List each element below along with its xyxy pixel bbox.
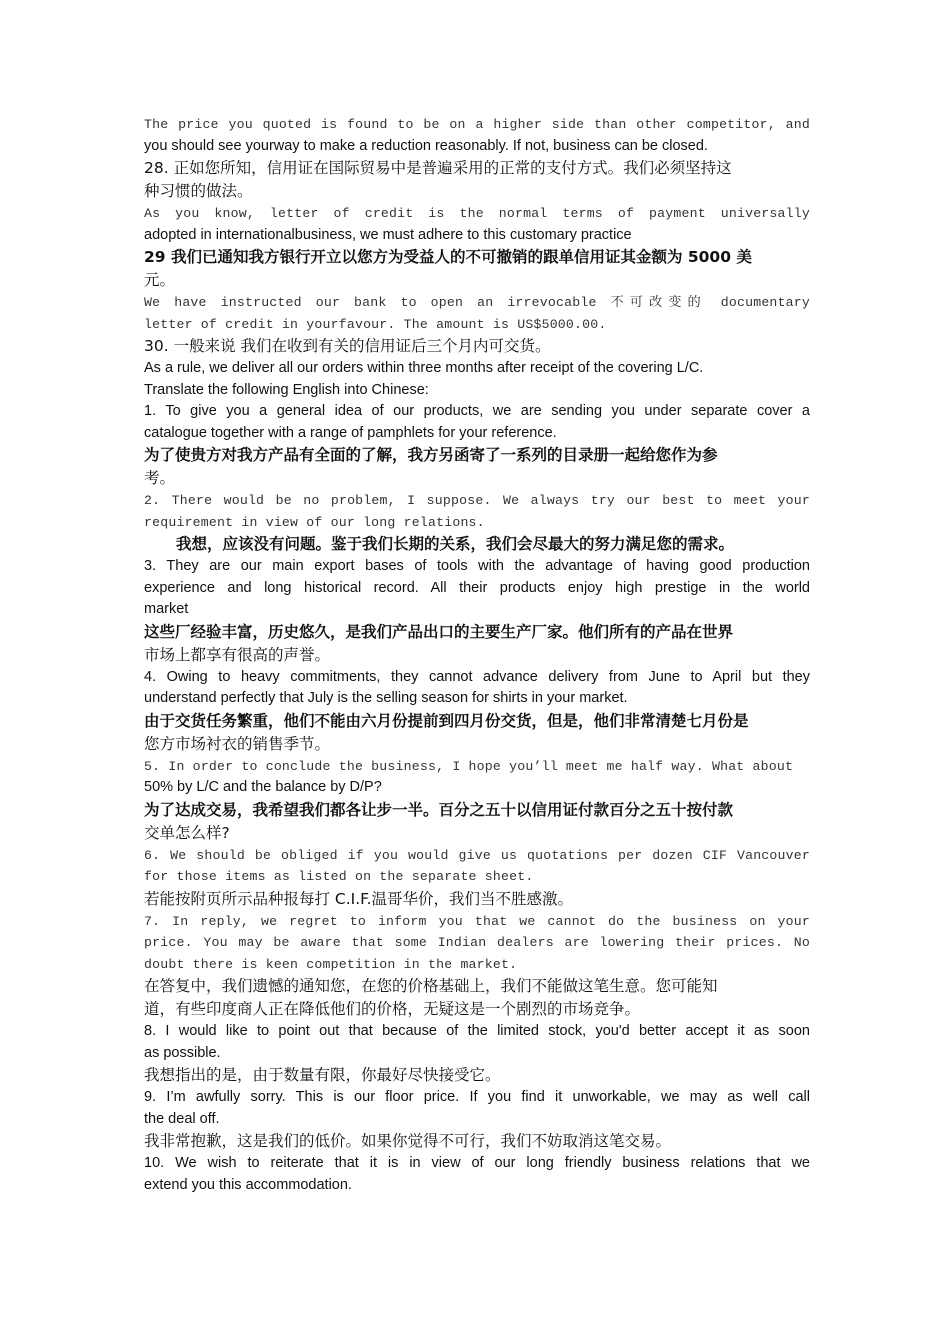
text-line: 这些厂经验丰富，历史悠久，是我们产品出口的主要生产厂家。他们所有的产品在世界 <box>144 622 734 641</box>
text-line: 为了达成交易，我希望我们都各让步一半。百分之五十以信用证付款百分之五十按付款 <box>144 800 734 819</box>
text-line: The price you quoted is found to be on a higher side than other competitor, and <box>144 117 810 132</box>
text-line: 9. I’m awfully sorry. This is our floor price. If you find it unworkable, we may as well call <box>144 1089 810 1105</box>
text-line: 我想指出的是，由于数量有限，你最好尽快接受它。 <box>144 1066 501 1084</box>
text-line: As you know, letter of credit is the normal terms of payment universally <box>144 206 810 221</box>
text-line: price. You may be aware that some Indian dealers are lowering their prices. No <box>144 935 810 950</box>
text-line: adopted in internationalbusiness, we must adhere to this customary practice <box>144 226 632 243</box>
text-line: 在答复中，我们遗憾的通知您，在您的价格基础上，我们不能做这笔生意。您可能知 <box>144 977 718 995</box>
document-page <box>144 114 810 1196</box>
text-line: We have instructed our bank to open an irrevocable 不可改变的 documentary <box>144 295 810 310</box>
text-line: 30. 一般来说 我们在收到有关的信用证后三个月内可交货。 <box>144 337 551 355</box>
text-line: 市场上都享有很高的声誉。 <box>144 645 331 664</box>
text-line: requirement in view of our long relations. <box>144 514 485 530</box>
text-line: 29 我们已通知我方银行开立以您方为受益人的不可撤销的跟单信用证其金额为 5000 美 <box>144 248 752 266</box>
text-line: 7. In reply, we regret to inform you that we cannot do the business on your <box>144 913 810 929</box>
text-line: 50% by L/C and the balance by D/P? <box>144 779 382 795</box>
text-line: 3. They are our main export bases of tools with the advantage of having good production <box>144 558 810 574</box>
text-line: for those items as listed on the separate sheet. <box>144 869 534 884</box>
text-line: 10. We wish to reiterate that it is in view of our long friendly business relations that we <box>144 1155 810 1171</box>
text-line: as possible. <box>144 1044 221 1061</box>
text-line: the deal off. <box>144 1110 220 1127</box>
text-line: doubt there is keen competition in the market. <box>144 956 518 972</box>
text-line: 我想，应该没有问题。鉴于我们长期的关系，我们会尽最大的努力满足您的需求。 <box>176 535 735 553</box>
text-line: catalogue together with a range of pamphlets for your reference. <box>144 424 557 441</box>
text-line: 2. There would be no problem, I suppose. We always try our best to meet your <box>144 493 810 508</box>
text-line: 28. 正如您所知，信用证在国际贸易中是普遍采用的正常的支付方式。我们必须坚持这 <box>144 159 732 177</box>
text-line: experience and long historical record. All their products enjoy high prestige in the world <box>144 579 810 596</box>
text-line: As a rule, we deliver all our orders within three months after receipt of the covering L/C. <box>144 360 704 376</box>
text-line: 4. Owing to heavy commitments, they cannot advance delivery from June to April but they <box>144 668 810 685</box>
text-line: 道，有些印度商人正在降低他们的价格，无疑这是一个剧烈的市场竞争。 <box>144 1000 641 1018</box>
text-line: 1. To give you a general idea of our products, we are sending you under separate cover a <box>144 403 810 419</box>
text-line: market <box>144 601 189 617</box>
text-line: 6. We should be obliged if you would give us quotations per dozen CIF Vancouver <box>144 847 810 863</box>
text-line: 元。 <box>144 271 176 289</box>
text-line: 我非常抱歉，这是我们的低价。如果你觉得不可行，我们不妨取消这笔交易。 <box>144 1132 672 1150</box>
text-line: extend you this accommodation. <box>144 1176 352 1193</box>
text-line: you should see yourway to make a reduction reasonably. If not, business can be closed. <box>144 137 708 154</box>
text-line: understand perfectly that July is the selling season for shirts in your market. <box>144 690 628 706</box>
text-line: 交单怎么样? <box>144 823 230 842</box>
text-line: letter of credit in yourfavour. The amount is US$5000.00. <box>144 316 607 332</box>
text-line: 您方市场衬衣的销售季节。 <box>144 734 331 753</box>
text-line: Translate the following English into Chinese: <box>144 381 429 398</box>
text-line: 为了使贵方对我方产品有全面的了解，我方另函寄了一系列的目录册一起给您作为参 <box>144 446 718 464</box>
text-line: 8. I would like to point out that because of the limited stock, you'd better accept it as soon <box>144 1023 810 1039</box>
text-line: 由于交货任务繁重，他们不能由六月份提前到四月份交货，但是，他们非常清楚七月份是 <box>144 711 749 730</box>
text-line: 5. In order to conclude the business, I hope you’ll meet me half way. What about <box>144 758 794 774</box>
text-line: 考。 <box>144 469 176 487</box>
text-line: 种习惯的做法。 <box>144 182 253 200</box>
text-line: 若能按附页所示品种报每打 C.I.F.温哥华价，我们当不胜感激。 <box>144 889 574 908</box>
